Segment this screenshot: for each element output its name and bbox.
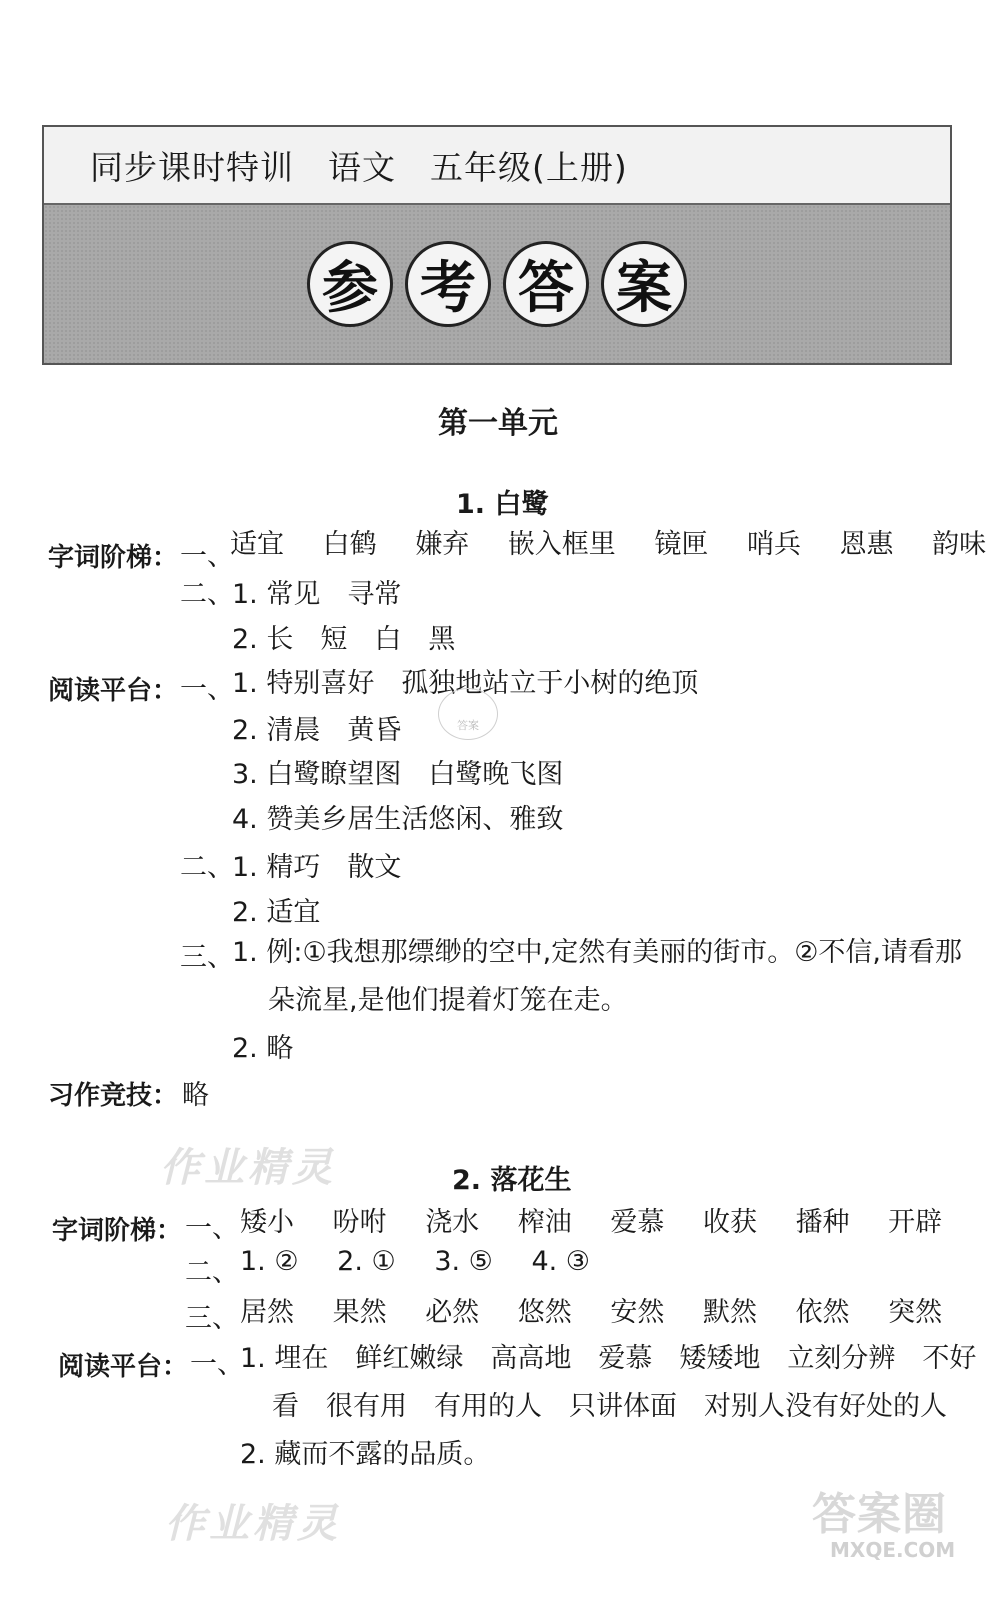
word: 依然 — [795, 1297, 850, 1328]
header-box — [42, 125, 952, 365]
word: 哨兵 — [746, 529, 801, 560]
word: 开辟 — [888, 1207, 943, 1238]
lesson-1-ziti-1-row — [230, 522, 986, 561]
lesson-1-yuedu-1-2: 2. 清晨 黄昏 — [232, 715, 402, 746]
lesson-1-yuedu-1-1: 1. 特别喜好 孤独地站立于小树的绝顶 — [232, 668, 699, 699]
lesson-1-ziti-label: 字词阶梯： — [48, 543, 179, 573]
word: 韵味 — [932, 529, 987, 560]
word: 播种 — [795, 1207, 850, 1238]
word: 居然 — [240, 1297, 294, 1328]
stamp-mark: 答案 — [438, 688, 498, 740]
lesson-2-yuedu-1-1a: 1. 埋在 鲜红嫩绿 高高地 爱慕 矮矮地 立刻分辨 不好 — [240, 1343, 977, 1374]
word: 恩惠 — [839, 529, 894, 560]
answer: 2. ① — [337, 1246, 396, 1277]
lesson-1-ziti-2-num: 二、 — [180, 579, 234, 610]
lesson-2-yuedu-1-1b: 看 很有用 有用的人 只讲体面 对别人没有好处的人 — [272, 1391, 947, 1422]
lesson-1-yuedu-1-num: 一、 — [180, 674, 234, 705]
lesson-1-yuedu-3-2: 2. 略 — [232, 1033, 294, 1064]
watermark-site-logo: 答案圈 — [812, 1489, 947, 1540]
lesson-1-yuedu-2-1: 1. 精巧 散文 — [232, 852, 402, 883]
lesson-2-yuedu-1-2: 2. 藏而不露的品质。 — [240, 1439, 491, 1470]
lesson-1-yuedu-1-4: 4. 赞美乡居生活悠闲、雅致 — [232, 804, 564, 835]
lesson-1-yuedu-3-1b: 朵流星,是他们提着灯笼在走。 — [268, 985, 628, 1016]
word: 爱慕 — [610, 1207, 665, 1238]
lesson-2-ziti-3-num: 三、 — [185, 1303, 239, 1334]
word: 矮小 — [240, 1207, 294, 1238]
lesson-1-xizuo-label: 习作竞技： — [48, 1081, 179, 1111]
word: 嫌弃 — [415, 529, 470, 560]
word: 必然 — [425, 1297, 480, 1328]
subject-name: 语文 — [328, 147, 396, 187]
title-char-3: 答 — [503, 241, 589, 327]
lesson-1-ziti-1-num: 一、 — [180, 541, 234, 572]
watermark-site-url: MXQE.COM — [830, 1538, 956, 1562]
lesson-2-ziti-1-num: 一、 — [185, 1213, 239, 1244]
lesson-1-title: 1. 白鹭 — [456, 489, 549, 520]
lesson-2-yuedu-label: 阅读平台： — [58, 1352, 189, 1382]
word: 安然 — [610, 1297, 665, 1328]
lesson-1-yuedu-3-num: 三、 — [180, 942, 234, 973]
answer-title-panel — [44, 205, 950, 363]
answer: 1. ② — [240, 1246, 299, 1277]
lesson-2-ziti-1-row — [240, 1200, 942, 1239]
lesson-1-xizuo-value: 略 — [182, 1080, 209, 1111]
word: 默然 — [702, 1297, 757, 1328]
title-char-2: 考 — [405, 241, 491, 327]
lesson-2-yuedu-1-num: 一、 — [190, 1349, 244, 1380]
lesson-1-yuedu-1-3: 3. 白鹭瞭望图 白鹭晚飞图 — [232, 759, 564, 790]
word: 收获 — [702, 1207, 757, 1238]
title-char-4: 案 — [601, 241, 687, 327]
lesson-1-ziti-2-1: 1. 常见 寻常 — [232, 579, 402, 610]
word: 嵌入框里 — [507, 529, 616, 560]
lesson-2-ziti-3-row — [240, 1290, 942, 1329]
word: 适宜 — [230, 529, 284, 560]
lesson-1-yuedu-3-1a: 1. 例:①我想那缥缈的空中,定然有美丽的街市。②不信,请看那 — [232, 937, 963, 968]
watermark-logo: 作业精灵 — [165, 1501, 341, 1547]
word: 白鹤 — [322, 529, 377, 560]
unit-title: 第一单元 — [438, 406, 558, 441]
header-banner — [44, 127, 950, 205]
word: 镜匣 — [654, 529, 709, 560]
answer: 4. ③ — [531, 1246, 591, 1277]
lesson-2-ziti-2-row — [240, 1246, 590, 1277]
title-char-1: 参 — [307, 241, 393, 327]
lesson-2-ziti-label: 字词阶梯： — [52, 1216, 183, 1246]
lesson-1-yuedu-2-num: 二、 — [180, 852, 234, 883]
series-name: 同步课时特训 — [90, 147, 294, 187]
lesson-1-yuedu-2-2: 2. 适宜 — [232, 897, 321, 928]
lesson-1-yuedu-label: 阅读平台： — [48, 676, 179, 706]
grade-name: 五年级(上册) — [430, 147, 628, 187]
word: 浇水 — [425, 1207, 480, 1238]
lesson-2-title: 2. 落花生 — [452, 1165, 572, 1196]
answer: 3. ⑤ — [434, 1246, 493, 1277]
word: 果然 — [332, 1297, 387, 1328]
word: 榨油 — [517, 1207, 572, 1238]
lesson-2-ziti-2-num: 二、 — [185, 1257, 239, 1288]
word: 悠然 — [517, 1297, 572, 1328]
word: 吩咐 — [332, 1207, 387, 1238]
word: 突然 — [888, 1297, 943, 1328]
watermark-logo: 作业精灵 — [160, 1145, 336, 1191]
lesson-1-ziti-2-2: 2. 长 短 白 黑 — [232, 624, 456, 655]
